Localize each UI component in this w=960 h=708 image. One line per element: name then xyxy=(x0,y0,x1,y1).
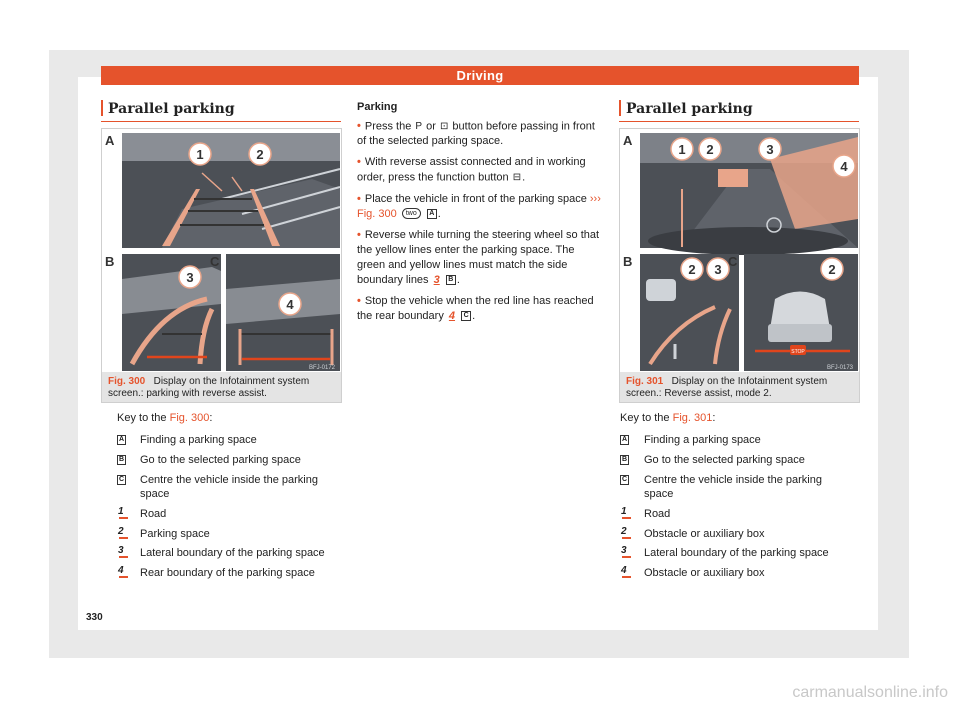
inline-marker: B xyxy=(446,275,456,285)
callout-2: 2 xyxy=(828,262,836,277)
key-item: Road xyxy=(140,508,167,520)
key-marker: 3 xyxy=(118,545,124,556)
key-intro: Key to the Fig. 300: xyxy=(117,412,213,424)
watermark: carmanualsonline.info xyxy=(792,684,948,701)
key-item: Lateral boundary of the parking space xyxy=(644,547,829,559)
callout-4: 4 xyxy=(286,297,294,312)
key-item: Finding a parking space xyxy=(644,434,761,446)
key-marker: 1 xyxy=(118,506,124,517)
key-figure-link[interactable]: Fig. 300 xyxy=(169,412,210,424)
callout-3: 3 xyxy=(714,262,722,277)
key-marker: C xyxy=(118,476,125,483)
inline-number: 4 xyxy=(448,309,456,322)
key-item: Obstacle or auxiliary box xyxy=(644,567,765,579)
section-header: Driving xyxy=(101,66,859,85)
caption-text: Display on the Infotainment system screen.: parking with reverse assist. xyxy=(108,376,310,399)
key-marker: B xyxy=(621,456,628,463)
fig-arrows: ››› xyxy=(589,192,601,205)
key-marker: 2 xyxy=(621,526,627,537)
title-marker xyxy=(619,100,621,116)
callout-2: 2 xyxy=(706,142,714,157)
key-item: Centre the vehicle inside the parking space xyxy=(140,474,318,500)
inline-number: 3 xyxy=(433,273,440,286)
panel-b-label: B xyxy=(623,254,633,269)
function-button-icon: ⊟ xyxy=(512,172,522,184)
key-marker: B xyxy=(118,456,125,463)
right-title: Parallel parking xyxy=(626,101,753,117)
panel-b-label: B xyxy=(105,254,115,269)
instruction-1: • Press the P or ⊡ button before passing in front of the selected parking space. xyxy=(357,120,595,148)
key-marker: 1 xyxy=(621,506,627,517)
key-item: Obstacle or auxiliary box xyxy=(644,528,765,540)
title-underline xyxy=(619,121,859,122)
key-marker: A xyxy=(118,436,125,443)
callout-3: 3 xyxy=(766,142,774,157)
figure-301 xyxy=(619,128,860,403)
panel-a-label: A xyxy=(623,133,633,148)
key-marker: 2 xyxy=(118,526,124,537)
instruction-3: • Place the vehicle in front of the parking space ››› Fig. 300 two A . xyxy=(357,192,601,220)
key-item: Go to the selected parking space xyxy=(140,454,301,466)
key-item: Road xyxy=(644,508,671,520)
key-item: Finding a parking space xyxy=(140,434,257,446)
instruction-4: • Reverse while turning the steering wheel so that the yellow lines enter the parking space. The green and yellow lines must match the side boundary lines 3 B . xyxy=(357,228,600,286)
key-marker: 3 xyxy=(621,545,627,556)
key-marker: C xyxy=(621,476,628,483)
figure-caption xyxy=(102,372,341,402)
figure-number: Fig. 300 xyxy=(108,376,146,387)
two-pill: two xyxy=(402,208,421,219)
fig-300-link[interactable]: Fig. 300 xyxy=(357,207,397,220)
title-underline xyxy=(101,121,341,122)
inline-marker: C xyxy=(461,311,471,321)
key-intro: Key to the Fig. 301: xyxy=(620,412,716,424)
title-marker xyxy=(101,100,103,116)
key-item: Parking space xyxy=(140,528,210,540)
callout-2: 2 xyxy=(688,262,696,277)
figure-300 xyxy=(101,128,342,403)
callout-1: 1 xyxy=(678,142,686,157)
figure-number: Fig. 301 xyxy=(626,376,664,387)
callout-2: 2 xyxy=(256,147,264,162)
panel-c-label: C xyxy=(210,254,220,269)
callout-4: 4 xyxy=(840,159,848,174)
panel-c-label: C xyxy=(728,254,738,269)
callout-1: 1 xyxy=(196,147,204,162)
figure-301-image xyxy=(620,129,859,372)
key-item: Lateral boundary of the parking space xyxy=(140,547,325,559)
parking-sensor-icon: ⊡ xyxy=(439,121,449,132)
key-marker: A xyxy=(621,436,628,443)
key-figure-link[interactable]: Fig. 301 xyxy=(672,412,713,424)
figure-code: BFJ-0172 xyxy=(308,365,335,371)
callout-3: 3 xyxy=(186,270,194,285)
left-title: Parallel parking xyxy=(108,101,235,117)
inline-marker: A xyxy=(427,209,437,219)
key-item: Centre the vehicle inside the parking space xyxy=(644,474,822,500)
key-marker: 4 xyxy=(118,565,124,576)
instruction-5: • Stop the vehicle when the red line has reached the rear boundary 4 C . xyxy=(357,294,594,322)
instruction-2: • With reverse assist connected and in working order, press the function button ⊟. xyxy=(357,156,586,184)
figure-300-image xyxy=(102,129,341,372)
key-marker: 4 xyxy=(621,565,627,576)
stop-sign-text: STOP xyxy=(791,349,805,355)
page-number: 330 xyxy=(86,612,103,623)
instructions-column xyxy=(357,100,602,330)
caption-text: Display on the Infotainment system screen.: Reverse assist, mode 2. xyxy=(626,376,828,399)
key-item: Go to the selected parking space xyxy=(644,454,805,466)
park-assist-icon: P xyxy=(415,121,423,132)
figure-code: BFJ-0173 xyxy=(826,365,853,371)
key-item: Rear boundary of the parking space xyxy=(140,567,315,579)
instructions-heading: Parking xyxy=(357,101,398,113)
figure-caption xyxy=(620,372,859,402)
panel-a-label: A xyxy=(105,133,115,148)
